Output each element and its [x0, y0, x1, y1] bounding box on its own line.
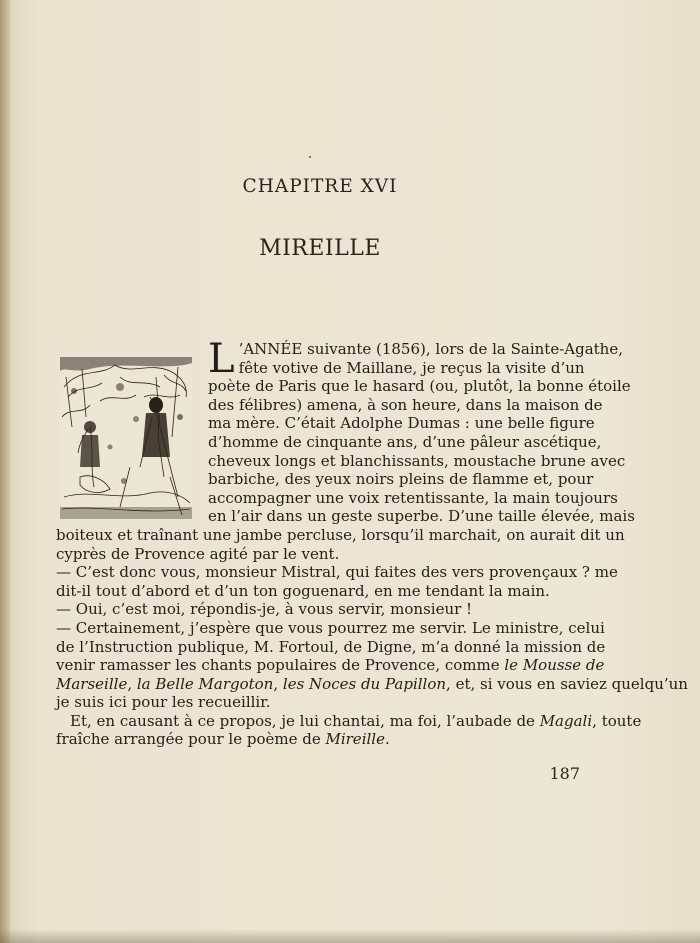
text-line [56, 711, 642, 731]
chapter-heading: CHAPITRE XVI [242, 176, 398, 197]
text-line: cyprès de Provence agité par le vent. [56, 544, 340, 563]
italic-title: le Mousse de [504, 656, 605, 675]
italic-title: Marseille [56, 674, 128, 693]
text-line: — C’est donc vous, monsieur Mistral, qui faites des vers provençaux ? me [56, 563, 618, 582]
text-line: des félibres) amena, à son heure, dans la maison de [208, 395, 603, 414]
text-run: venir ramasser les chants populaires de Provence, comme [56, 656, 505, 675]
italic-title: la Belle Margoton [136, 674, 274, 693]
chapter-title: MIREILLE [259, 236, 381, 261]
paragraph-2 [56, 563, 618, 600]
text-line: dit-il tout d’abord et d’un ton goguenard, en me tendant la main. [56, 581, 550, 600]
page-mark [309, 156, 311, 158]
italic-title: Mireille [325, 730, 385, 749]
text-line: barbiche, des yeux noirs pleins de flamme et, pour [208, 470, 594, 489]
text-run: , [127, 674, 137, 693]
body-text [56, 336, 688, 749]
text-line: je suis ici pour les recueillir. [56, 693, 271, 712]
drop-cap: L [208, 336, 235, 382]
paragraph-1 [56, 336, 635, 563]
italic-title: Magali [539, 711, 593, 730]
text-line: ma mère. C’était Adolphe Dumas : une belle figure [208, 414, 595, 433]
text-line [56, 730, 580, 749]
text-line: de l’Instruction publique, M. Fortoul, de Digne, m’a donné la mission de [56, 637, 606, 656]
text-line: — Oui, c’est moi, répondis-je, à vous servir, monsieur ! [56, 600, 473, 619]
text-line [56, 674, 688, 694]
text-line [56, 656, 605, 675]
text-line: poète de Paris que le hasard (ou, plutôt, la bonne étoile [208, 377, 631, 396]
paragraph-5 [56, 711, 642, 749]
text-line: — Certainement, j’espère que vous pourrez me servir. Le ministre, celui [56, 618, 605, 637]
text-line: boiteux et traînant une jambe percluse, lorsqu’il marchait, on aurait dit un [56, 525, 625, 544]
text-line: accompagner une voix retentissante, la main toujours [208, 488, 618, 507]
text-line: cheveux longs et blanchissants, moustache brune avec [208, 451, 626, 470]
text-run: , toute [592, 711, 642, 730]
text-run: , et, si vous en saviez quelqu’un [446, 674, 688, 693]
paragraph-4 [56, 618, 688, 712]
text-run: . [384, 730, 390, 749]
text-line: ’ANNÉE suivante (1856), lors de la Sainte-Agathe, [238, 340, 623, 358]
text-line: fête votive de Maillane, je reçus la visite d’un [238, 358, 585, 377]
text-run: , [273, 674, 283, 693]
text-line: d’homme de cinquante ans, d’une pâleur ascétique, [208, 432, 602, 451]
italic-title: les Noces du Papillon [282, 674, 447, 693]
page-number: 187 [549, 764, 580, 783]
text-run: Et, en causant à ce propos, je lui chantai, ma foi, l’aubade de [70, 711, 540, 730]
text-run: fraîche arrangée pour le poème de [56, 730, 326, 749]
text-line: en l’air dans un geste superbe. D’une taille élevée, mais [208, 507, 635, 526]
page-bottom-edge [0, 929, 700, 943]
paragraph-3 [56, 600, 580, 619]
book-spine-shadow [0, 0, 10, 943]
